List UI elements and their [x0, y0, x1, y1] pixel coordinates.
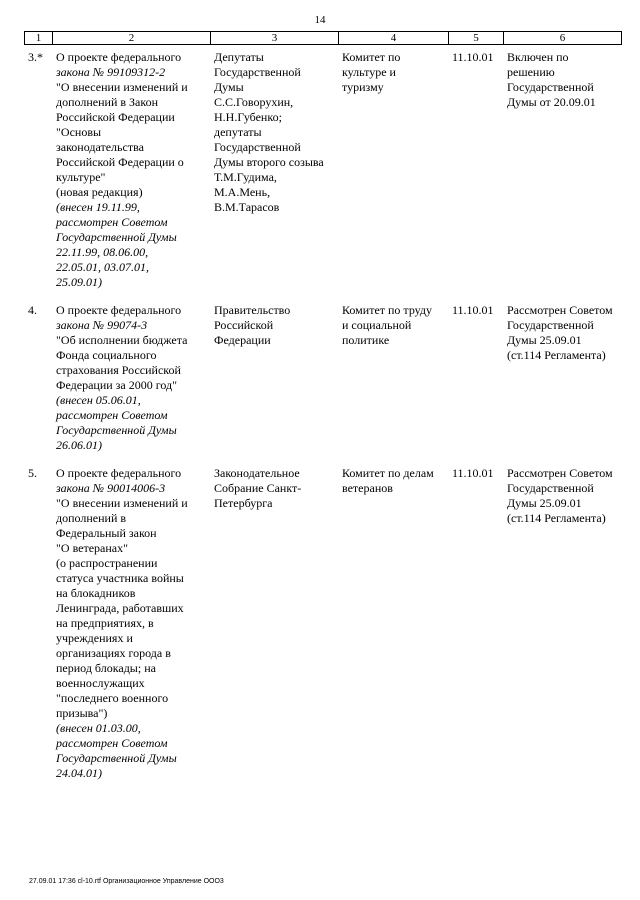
text-line: страхования Российской — [56, 363, 181, 377]
text-line: Рассмотрен Советом — [507, 466, 613, 480]
entry-status — [507, 303, 625, 363]
text-line: 22.11.99, 08.06.00, — [56, 245, 149, 259]
text-line: Собрание Санкт- — [214, 481, 302, 495]
text-line: Комитет по — [342, 50, 401, 64]
text-line: решению — [507, 65, 555, 79]
column-header-table — [24, 31, 622, 45]
text-line: культуре и — [342, 65, 396, 79]
text-line: С.С.Говорухин, — [214, 95, 294, 109]
text-line: Н.Н.Губенко; — [214, 110, 282, 124]
entry-initiator — [214, 50, 336, 215]
text-line: учреждениях и — [56, 631, 133, 645]
text-line: культуре" — [56, 170, 106, 184]
text-line: Государственной — [507, 80, 594, 94]
text-line: Государственной — [214, 65, 301, 79]
text-line: "последнего военного — [56, 691, 169, 705]
text-line: и социальной — [342, 318, 412, 332]
text-line: Думы от 20.09.01 — [507, 95, 596, 109]
entry-committee — [342, 50, 448, 95]
entry-date: 11.10.01 — [452, 466, 494, 480]
column-header: 5 — [449, 32, 504, 45]
text-line: статуса участника войны — [56, 571, 184, 585]
text-line: Думы 25.09.01 — [507, 333, 582, 347]
text-line: (новая редакция) — [56, 185, 143, 199]
text-line: Государственной — [214, 140, 301, 154]
text-line: закона № 99074-3 — [56, 318, 148, 332]
text-line: 22.05.01, 03.07.01, — [56, 260, 149, 274]
text-line: призыва") — [56, 706, 108, 720]
footer-stamp: 27.09.01 17:36 cl-10.rtf Организационное Управление ООО3 — [29, 878, 224, 885]
text-line: ветеранов — [342, 481, 393, 495]
text-line: Законодательное — [214, 466, 300, 480]
text-line: Федерации — [214, 333, 271, 347]
text-line: Федеральный закон — [56, 526, 157, 540]
text-line: Включен по — [507, 50, 569, 64]
text-line: Комитет по труду — [342, 303, 433, 317]
text-line: Государственной — [507, 481, 594, 495]
text-line: Думы второго созыва — [214, 155, 324, 169]
text-line: военнослужащих — [56, 676, 145, 690]
column-header: 6 — [504, 32, 622, 45]
text-line: Федерации за 2000 год" — [56, 378, 178, 392]
text-line: Ленинграда, работавших — [56, 601, 184, 615]
text-line: Государственной Думы — [56, 751, 177, 765]
text-line: Думы 25.09.01 — [507, 496, 582, 510]
column-header: 3 — [211, 32, 339, 45]
text-line: Российской Федерации о — [56, 155, 184, 169]
text-line: Российской Федерации — [56, 110, 175, 124]
text-line: Фонда социального — [56, 348, 157, 362]
column-header: 2 — [53, 32, 211, 45]
text-line: "Об исполнении бюджета — [56, 333, 188, 347]
text-line: О проекте федерального — [56, 303, 182, 317]
text-line: (внесен 01.03.00, — [56, 721, 141, 735]
text-line: туризму — [342, 80, 384, 94]
text-line: Т.М.Гудима, — [214, 170, 277, 184]
text-line: рассмотрен Советом — [56, 215, 168, 229]
text-line: рассмотрен Советом — [56, 408, 168, 422]
entry-initiator — [214, 303, 336, 348]
entry-status — [507, 466, 625, 526]
text-line: политике — [342, 333, 390, 347]
page-number: 14 — [314, 14, 326, 26]
text-line: "О внесении изменений и — [56, 496, 188, 510]
text-line: закона № 99109312-2 — [56, 65, 166, 79]
text-line: "О ветеранах" — [56, 541, 129, 555]
entry-committee — [342, 466, 448, 496]
text-line: на предприятиях, в — [56, 616, 154, 630]
text-line: 24.04.01) — [56, 766, 102, 780]
text-line: дополнений в — [56, 511, 127, 525]
text-line: Российской — [214, 318, 274, 332]
entry-status — [507, 50, 625, 110]
text-line: "Основы — [56, 125, 102, 139]
text-line: депутаты — [214, 125, 262, 139]
text-line: 26.06.01) — [56, 438, 102, 452]
text-line: Государственной Думы — [56, 230, 177, 244]
column-header: 4 — [339, 32, 449, 45]
entry-number: 3.* — [28, 50, 43, 64]
text-line: 25.09.01) — [56, 275, 102, 289]
text-line: Депутаты — [214, 50, 264, 64]
text-line: Комитет по делам — [342, 466, 434, 480]
text-line: период блокады; на — [56, 661, 156, 675]
text-line: О проекте федерального — [56, 466, 182, 480]
entry-project — [56, 303, 206, 453]
text-line: Государственной — [507, 318, 594, 332]
text-line: закона № 90014006-3 — [56, 481, 166, 495]
entry-committee — [342, 303, 448, 348]
text-line: (внесен 19.11.99, — [56, 200, 140, 214]
text-line: О проекте федерального — [56, 50, 182, 64]
entry-date: 11.10.01 — [452, 50, 494, 64]
entry-number: 5. — [28, 466, 37, 480]
text-line: (ст.114 Регламента) — [507, 348, 606, 362]
text-line: В.М.Тарасов — [214, 200, 280, 214]
text-line: организациях города в — [56, 646, 171, 660]
text-line: (ст.114 Регламента) — [507, 511, 606, 525]
text-line: (внесен 05.06.01, — [56, 393, 141, 407]
text-line: Думы — [214, 80, 244, 94]
text-line: дополнений в Закон — [56, 95, 159, 109]
text-line: Правительство — [214, 303, 291, 317]
text-line: Петербурга — [214, 496, 273, 510]
entry-project — [56, 50, 206, 290]
text-line: рассмотрен Советом — [56, 736, 168, 750]
entry-number: 4. — [28, 303, 37, 317]
text-line: (о распространении — [56, 556, 158, 570]
text-line: законодательства — [56, 140, 144, 154]
text-line: Государственной Думы — [56, 423, 177, 437]
text-line: Рассмотрен Советом — [507, 303, 613, 317]
entry-initiator — [214, 466, 336, 511]
column-header: 1 — [25, 32, 53, 45]
entry-date: 11.10.01 — [452, 303, 494, 317]
text-line: М.А.Мень, — [214, 185, 271, 199]
entry-project — [56, 466, 206, 781]
text-line: на блокадников — [56, 586, 136, 600]
text-line: "О внесении изменений и — [56, 80, 188, 94]
